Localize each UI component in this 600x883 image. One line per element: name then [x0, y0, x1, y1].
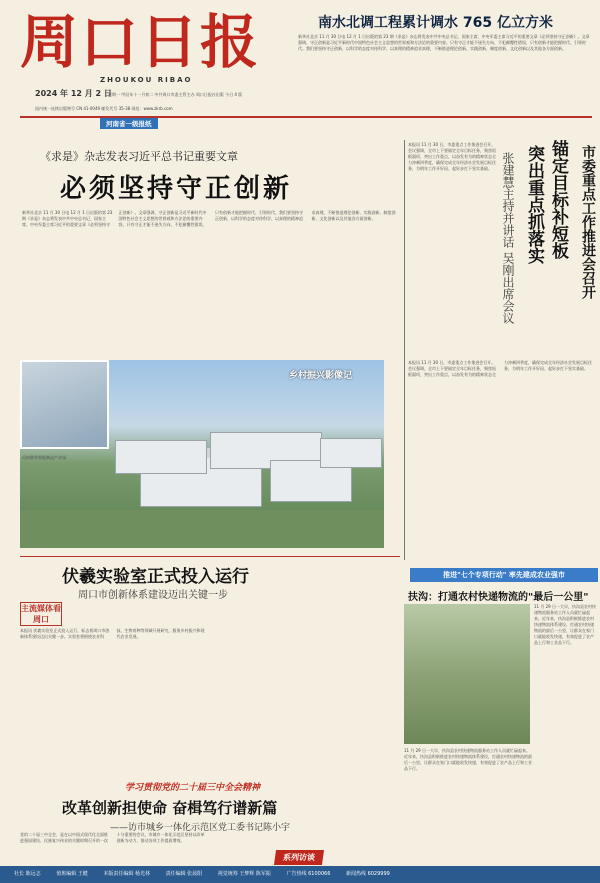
right-body-top: 本报讯 11 月 30 日，市委重点工作推进会召开。会议强调，全市上下要锚定全年目标任务，聚焦短板弱项，突出工作重点，以奋发有为的精神状态全力冲刺四季度，确保完成全年经济社会发展目标任务，为明年工作开好局、起好步打下坚实基础。 — [408, 142, 496, 171]
lead-headline[interactable]: 必须坚持守正创新 — [60, 174, 293, 204]
reform-subhead: ——访市城乡一体化示范区党工委书记陈小宇 — [110, 823, 291, 833]
right-body-bottom: 本报讯 11 月 30 日，市委重点工作推进会召开。会议强调，全市上下要锚定全年目标任务，聚焦短板弱项，突出工作重点，以奋发有为的精神状态全力冲刺四季度，确保完成全年经济社会发展目标任务，为明年工作开好局、起好步打下坚实基础。 — [408, 360, 592, 377]
logistics-body-bottom: 11 月 29 日一大早，扶沟县农村快递物流服务站工作人员就忙碌起来。近年来，扶沟县积极推进农村快递物流体系建设，打通农村快递物流的最后一公里，让群众在家门口就能收发快递，有效促进了农产品上行和工业品下行。 — [404, 748, 532, 771]
section-rule — [20, 556, 400, 557]
logistics-headline[interactable]: 扶沟：打通农村快递物流的"最后一公里" — [408, 592, 589, 603]
right-title-small[interactable]: 市委重点工作推进会召开 — [580, 145, 596, 299]
newspaper-logo: 周口日报 — [20, 8, 261, 76]
photo-description: 河南鼎华智能制造产业园 — [22, 455, 66, 460]
date-extra: 星期一 甲辰年十一月初二 中共周口市委主管主办 周口日报社出版 今日 4 版 — [108, 92, 243, 97]
footer-item: 值班编辑 王健 — [56, 871, 88, 877]
date-text: 2024 年 12 月 2 日 — [35, 89, 112, 98]
masthead — [0, 0, 600, 128]
newspaper-logo-en: ZHOUKOU RIBAO — [100, 76, 193, 84]
footer-item: 新闻热线 6029999 — [345, 871, 390, 877]
lab-body: 本报讯 伏羲实验室正式投入运行，标志着周口市创新体系建设迈出关键一步。实验室将围绕农业科技、生物育种等领域开展研究，服务乡村振兴和现代农业发展。 — [20, 628, 205, 639]
footer-item: 本版责任编辑 杨光林 — [103, 871, 150, 877]
right-title-line1[interactable]: 锚定目标补短板 — [548, 140, 568, 259]
header-rule — [20, 116, 592, 118]
lead-body: 新华社北京 11 月 30 日电 12 月 1 日出版的第 23 期《求是》杂志将发表中共中央总书记、国家主席、中央军委主席习近平的重要文章《必须坚持守正创新》。文章强调，守正创新是习近平新时代中国特色社会主义思想的世界观和方法论的重要内容。只有守正才能不迷失方向、不犯颠覆性错误，只有创新才能把握时代、引领时代。我们要坚持守正创新，以科学的态度对待科学、以真理的精神追求真理，不断推进理论创新、实践创新、制度创新、文化创新以及其他各方面创新。 — [22, 210, 396, 227]
right-title-line2[interactable]: 突出重点抓落实 — [524, 145, 544, 264]
top-summary-text: 新华社北京 11 月 30 日电 12 月 1 日出版的第 23 期《求是》杂志将发表中共中央总书记、国家主席、中央军委主席习近平的重要文章《必须坚持守正创新》。文章强调，守正创新是习近平新时代中国特色社会主义思想的世界观和方法论的重要内容。只有守正才能不迷失方向、不犯颠覆性错误，只有创新才能把握时代、引领时代。我们要坚持守正创新，以科学的态度对待科学、以真理的精神追求真理，不断推进理论创新、实践创新、制度创新、文化创新以及其他各方面创新。 — [298, 34, 590, 51]
lab-headline[interactable]: 伏羲实验室正式投入运行 — [62, 567, 249, 587]
reform-body: 党的二十届三中全会，是在以中国式现代化全面推进强国建设、民族复兴伟业的关键时期召开的一次十分重要的会议。市城乡一体化示范区坚持以改革创新为动力，推动各项工作提质增效。 — [20, 832, 205, 843]
photo-caption: 乡村振兴影像记 — [289, 371, 353, 381]
right-byline: 张建慧主持并讲话 吴刚出席会议 — [501, 152, 515, 324]
footer-bar — [0, 866, 600, 883]
publication-meta: 国内统一连续出版物号 CN 41-0049 邮发代号 35-38 网址：www.zkrb.com — [35, 106, 173, 111]
top-headline[interactable]: 南水北调工程累计调水 765 亿立方米 — [318, 15, 553, 31]
logistics-body-right: 11 月 29 日一大早，扶沟县农村快递物流服务站工作人员就忙碌起来。近年来，扶沟县积极推进农村快递物流体系建设，打通农村快递物流的最后一公里，让群众在家门口就能收发快递，有效促进了农产品上行和工业品下行。 — [534, 604, 596, 645]
media-box: 主流媒体看周口 — [21, 604, 61, 624]
sponsor-badge: 河南省一级报纸 — [100, 118, 158, 129]
footer-item: 责任编辑 张晨阳 — [165, 871, 203, 877]
lead-kicker[interactable]: 《求是》杂志发表习近平总书记重要文章 — [40, 150, 238, 163]
lab-subhead: 周口市创新体系建设迈出关键一步 — [78, 590, 228, 601]
footer-item: 社长 陈远志 — [14, 871, 41, 877]
issue-date — [35, 88, 112, 99]
theme-banner: 学习贯彻党的二十届三中全会精神 — [125, 783, 261, 793]
logistics-photo[interactable] — [404, 604, 530, 744]
column-divider — [404, 140, 405, 560]
series-tag: 系列访谈 — [274, 850, 324, 865]
inset-photo[interactable] — [20, 360, 109, 449]
footer-item: 视觉统筹 王梦辉 陈军振 — [217, 871, 271, 877]
reform-headline[interactable]: 改革创新担使命 奋楫笃行谱新篇 — [62, 799, 278, 817]
footer-item: 广告热线 6100066 — [286, 871, 331, 877]
rural-banner[interactable]: 推进"七个专项行动" 率先建成农业强市 — [410, 568, 598, 582]
